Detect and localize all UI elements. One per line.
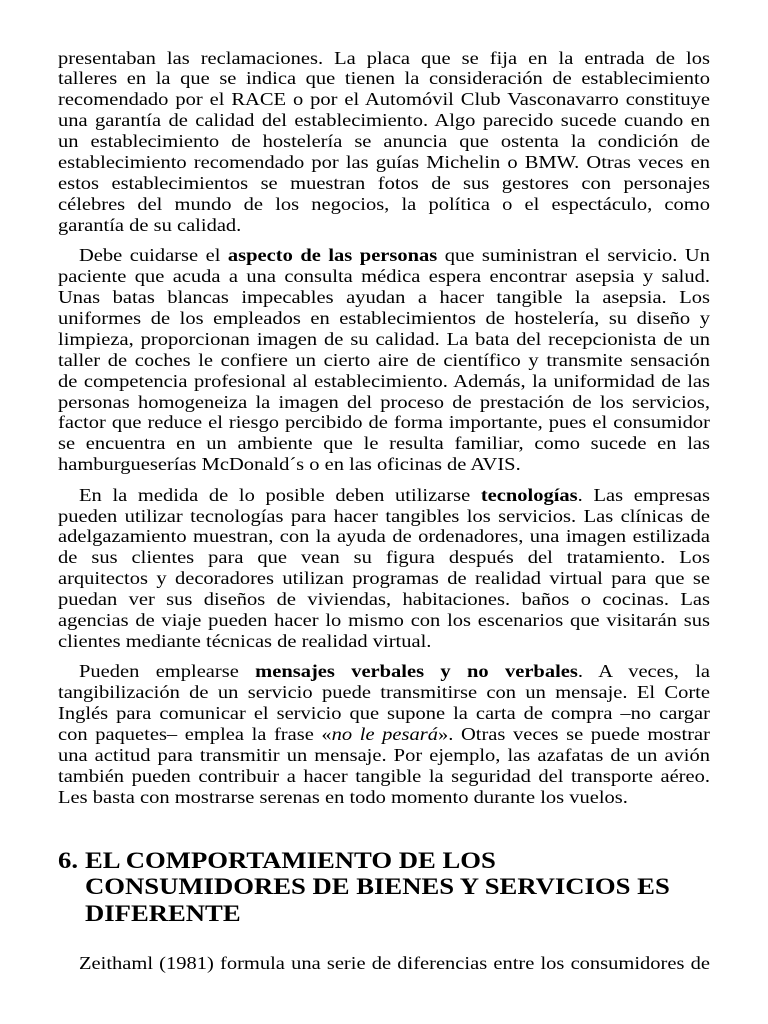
text-line: pueden utilizar tecnologías para hacer tangibles los servicios. Las clínicas de [58,505,710,526]
text-run: Pueden emplearse [79,661,256,682]
text-line: arquitectos y decoradores utilizan programas de realidad virtual para que se [58,568,710,589]
text-line: personas homogeneiza la imagen del proceso de prestación de los servicios, [58,391,710,412]
text-line: se encuentra en un ambiente que le resulta familiar, como sucede en las [58,433,710,454]
text-line: Zeithaml (1981) formula una serie de diferencias entre los consumidores de [79,952,710,973]
italic-phrase: no le pesará [331,724,438,745]
text-line: adelgazamiento muestran, con la ayuda de ordenadores, una imagen estilizada [58,526,710,547]
section-heading [58,847,710,927]
section-title-line: DIFERENTE [85,899,241,926]
text-line: hamburgueserías McDonald´s o en las oficinas de AVIS. [58,454,521,475]
text-line: talleres en la que se indica que tienen la consideración de establecimiento [58,68,710,89]
paragraph [58,48,710,236]
text-line: taller de coches le confiere un cierto aire de científico y transmite sensación [58,349,710,370]
paragraph [58,245,710,475]
text-line: Les basta con mostrarse serenas en todo momento durante los vuelos. [58,786,628,807]
text-run: ». Otras veces se puede mostrar [437,724,710,745]
text-line: de competencia profesional al establecimiento. Además, la uniformidad de las [58,370,710,391]
text-run: que suministran el servicio. Un [437,245,710,266]
text-line: recomendado por el RACE o por el Automóvil Club Vasconavarro constituye [58,89,710,110]
bold-term: tecnologías [480,484,578,505]
text-line [58,245,710,266]
text-line: Inglés para comunicar el servicio que supone la carta de compra –no cargar [58,703,710,724]
text-line [58,724,710,745]
text-line: tangibilización de un servicio puede transmitirse con un mensaje. El Corte [58,682,710,703]
text-run: Debe cuidarse el [79,245,228,266]
text-line: establecimiento recomendado por las guías Michelin o BMW. Otras veces en [58,152,710,173]
text-line: clientes mediante técnicas de realidad virtual. [58,630,432,651]
text-line: factor que reduce el riesgo percibido de forma importante, pues el consumidor [58,412,710,433]
text-line: una garantía de calidad del establecimiento. Algo parecido sucede cuando en [58,110,710,131]
text-line: un establecimiento de hostelería se anuncia que ostenta la condición de [58,131,710,152]
text-line: de sus clientes para que vean su figura después del tratamiento. Los [58,547,710,568]
text-line [58,485,710,506]
text-line: Unas batas blancas impecables ayudan a hacer tangible la asepsia. Los [58,286,710,307]
text-line [58,661,710,682]
text-line: uniformes de los empleados en establecimientos de hostelería, su diseño y [58,307,710,328]
paragraph [58,661,710,807]
text-run: . Las empresas [577,484,710,505]
bold-term: aspecto de las personas [227,245,438,266]
text-line: limpieza, proporcionan imagen de su calidad. La bata del recepcionista de un [58,328,710,349]
text-line: puedan ver sus diseños de viviendas, habitaciones. baños o cocinas. Las [58,589,710,610]
text-line: paciente que acuda a una consulta médica espera encontrar asepsia y salud. [58,266,710,287]
text-run: . A veces, la [577,661,710,682]
text-line: también pueden contribuir a hacer tangible la seguridad del transporte aéreo. [58,765,710,786]
text-run: con paquetes– emplea la frase « [58,724,332,745]
text-run: En la medida de lo posible deben utilizarse [79,484,481,505]
section-number: 6. [58,846,79,873]
body-text [58,48,710,808]
section-title-line: EL COMPORTAMIENTO DE LOS [85,846,496,873]
section-title-line: CONSUMIDORES DE BIENES Y SERVICIOS ES [85,873,670,899]
text-line: presentaban las reclamaciones. La placa que se fija en la entrada de los [58,47,710,68]
text-line: estos establecimientos se muestran fotos de sus gestores con personajes [58,172,710,193]
text-line: célebres del mundo de los negocios, la política o el espectáculo, como [58,193,710,214]
paragraph [58,485,710,652]
text-line: agencias de viaje pueden hacer lo mismo con los escenarios que visitarán sus [58,610,710,631]
next-paragraph [58,953,710,974]
bold-term: mensajes verbales y no verbales [255,661,578,682]
text-line: garantía de su calidad. [58,214,242,235]
text-line: una actitud para transmitir un mensaje. Por ejemplo, las azafatas de un avión [58,745,710,765]
